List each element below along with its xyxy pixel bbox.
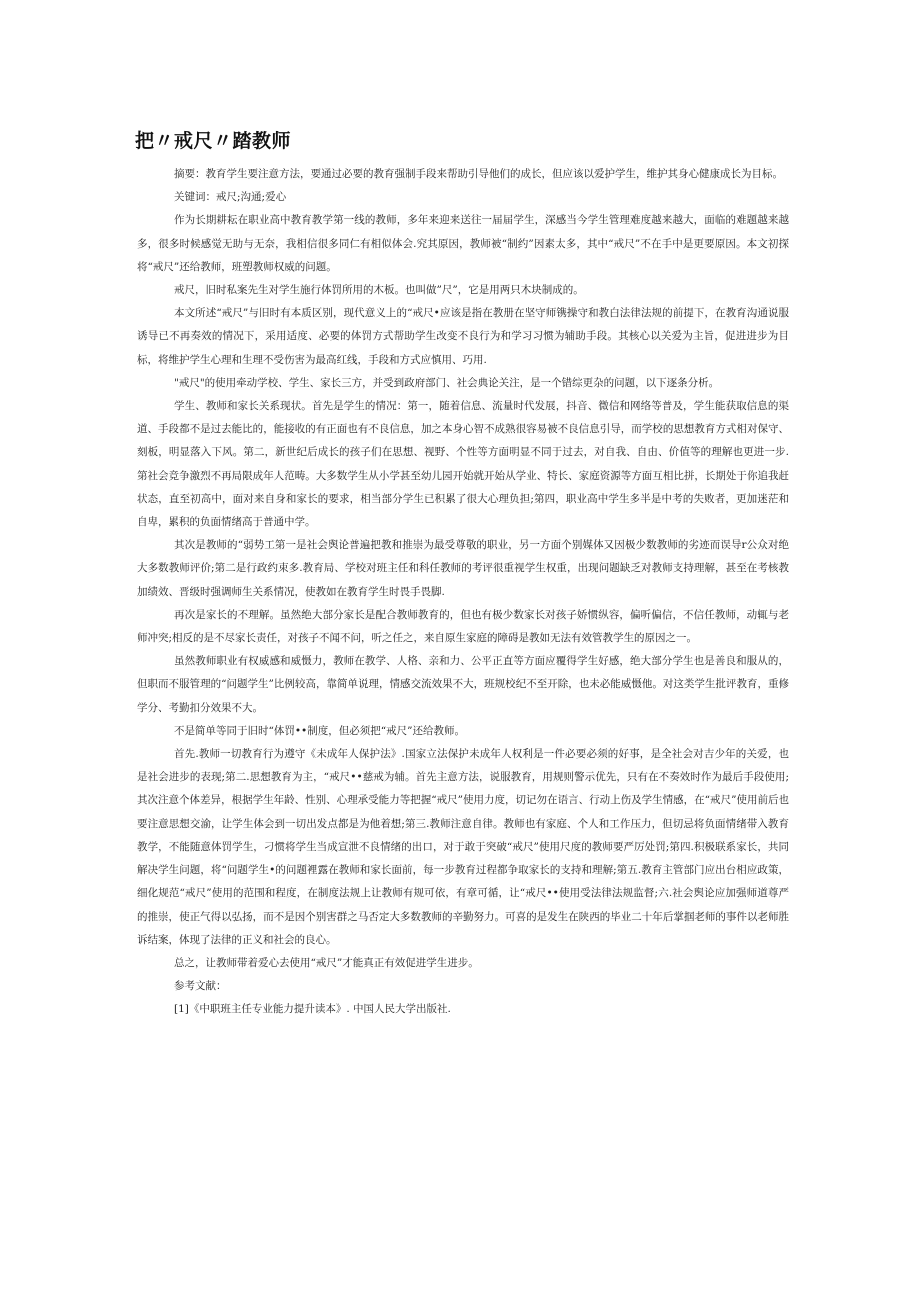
abstract: 摘要：教育学生要注意方法，要通过必要的教育强制手段来帮助引导他们的成长，但应该以爱护学生，维护其身心健康成长为目标。 — [174, 168, 783, 180]
body-paragraph: 虽然教师职业有权威感和威慑力，教师在教学、人格、亲和力、公平正直等方面应覆得学生好感，绝大部分学生也是善良和服从的，但职而不服管理的“问题学生”比例较高，靠简单说理，情感交流效果不大，班规校纪不至开除，也未必能威慑他。对这类学生批评教育，重修学分、考勤扣分效果不大。 — [137, 655, 789, 714]
body-paragraph: "戒尺"的使用牵动学校、学生、家长三方，并受到政府部门、社会典论关注，是一个错综更杂的问题，以下逐条分析。 — [174, 376, 720, 389]
body-paragraph: 其次是教师的“弱势工第一是社会舆论普遍把教和推崇为最受尊敬的职业，另一方面个别媒体又因极少数教师的劣迹而误导r公众对绝大多数教师评价;第二是行政约束多.教育局、学校对班主任和科任教师的考评很重视学生权重，出现问题缺乏对教师支持理解，甚至在考核教加绩效、晋级时强调师生关系情况，使教如在教育学生时畏手畏脚. — [137, 539, 789, 598]
body-paragraph: 学生、教师和家长关系现状。首先是学生的情况：第一，随着信息、流量时代发展，抖音、微信和网络等普及，学生能获取信息的渠道、手段都不是过去能比的，能接收的有正面也有不良信息，加之本身心智不成熟很容易被不良信息引导，而学校的思想教育方式相对保守、刻板，明显落入下风。第二，新世纪后成长的孩子们在思想、视野、个性等方面明显不同于过去，对自我、自由、价值等的理解也更进一步.第社会竞争激烈不再局限成年人范畴。大多数学生从小学甚至幼儿园开始就开始从学业、特长、家庭资源等方面互相比拼，长期处于你追我赶状态，直至初高中，面对来自身和家长的要求，相当部分学生已积累了很大心理负担;第四，职业高中学生多半是中考的失败者，更加迷茫和自卑，累积的负面情绪高于普通中学。 — [137, 400, 789, 529]
body-paragraph: 本文所述“戒尺”与旧时有本质区别，现代意义上的“戒尺•应该是指在教册在坚守师镌操守和教白法律法规的前提下，在教育沟通说服诱导已不再奏效的情况下，采用适度、必要的体罚方式帮助学生改变不良行为和学习习惯为辅助手段。其核心以关爱为主旨，促进进步为目标，将维护学生心理和生理不受伤害为最高红线，手段和方式应慎用、巧用. — [137, 307, 789, 366]
body-paragraph: 不是简单等同于旧时“体罚••制度，但必须把“戒尺”还给教师。 — [174, 724, 465, 737]
body-paragraph: 作为长期耕耘在职业高中教育教学第一线的教师，多年来迎来送往一届届学生，深感当今学生管理难度越来越大，面临的难题越来越多，很多时候感觉无助与无奈，我相信很多同仁有相似体会.究其原因，教师被“制约”因素太多，其中“戒尺”不在手中是更要原因。本文初探将“戒尺”还给教师，班塑教师权威的问题。 — [137, 214, 789, 273]
body-paragraph: 再次是家长的不理解。虽然绝大部分家长是配合教师教育的，但也有极少数家长对孩子娇惯纵容，偏听偏信，不信任教师，动辄与老师冲突;相反的是不尽家长责任，对孩子不闻不问，听之任之，来自原生家庭的障碍是教如无法有效管教学生的原因之一。 — [137, 608, 789, 645]
references-heading: 参考文献： — [174, 980, 227, 993]
document-title: 把〃戒尺〃踏教师 — [135, 130, 292, 152]
keywords: 关键词：戒尺;沟通;爱心 — [174, 191, 287, 204]
body-paragraph: 首先.教师一切教育行为遵守《未成年人保护法》.国家立法保护未成年人权利是一件必要必须的好事，是全社会对吉少年的关爱，也是社会进步的表现;第二.思想教育为主，“戒尺••慈戒为辅。首先主意方法，说服教育，用规则警示优先，只有在不奏效时作为最后手段使用;其次注意个体差异，根据学生年龄、性别、心理承受能力等把握“戒尺”使用力度，切记勿在语言、行动上伤及学生情感，在“戒尺”使用前后也要注意思想交渝，让学生体会到一切出发点都是为他着想;第三.教师注意自律。教师也有家庭、个人和工作压力，但切忌将负面情绪带入教育教学，不能随意体罚学生，刁惯将学生当成宣泄不良情绪的出口，对于敢于突破“戒尺”使用尺度的教师要严厉处罚;第四.积极联系家长，共同解决学生问题，将“问题学生•的问题裡露在教师和家长面前，每一步教育过程都争取家长的支持和理解;第五.教育主管部门应出台相应政策，细化规范“戒尺”使用的范围和程度，在制度法规上让教师有规可依，有章可循，让“戒尺••使用受法律法规监督;六.社会舆论应加强师道尊严的推崇，使正气得以弘扬，而不是因个别害群之马否定大多数教师的辛勤努力。可喜的是发生在陕西的毕业二十年后掌掴老师的事件以老师胜诉结案，体现了法律的正义和社会的良心。 — [137, 748, 789, 946]
body-paragraph: 总之，让教师带着爱心去使用“戒尺”才能真正有效促进学生进步。 — [174, 956, 479, 969]
body-paragraph: 戒尺，旧时私案先生对学生施行体罚所用的木板。也叫做”尺”，它是用两只木块制成的。 — [174, 284, 584, 297]
document-page — [137, 128, 789, 1022]
reference-item: [1]《中职班主任专业能力提升读本》. 中国人民大学出版社. — [174, 1003, 451, 1016]
